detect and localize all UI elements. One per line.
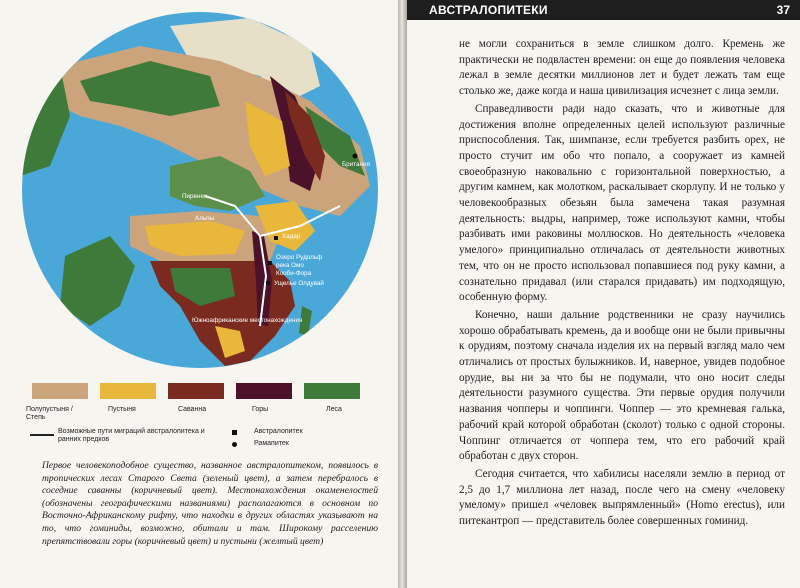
map-label-hadar: Хадар	[282, 233, 301, 240]
legend-migration-label: Возможные пути миграций австралопитека и ранних предков	[58, 428, 205, 443]
globe-map	[20, 6, 380, 374]
legend-swatch-semidesert	[32, 383, 88, 399]
legend-label-mountains: Горы	[252, 406, 269, 413]
legend-ramapith-marker	[232, 442, 237, 447]
map-label-britain: Британия	[342, 161, 370, 168]
site-marker-olduvai	[266, 281, 270, 285]
map-label-pyrenees: Пиренеи	[182, 193, 208, 200]
legend-migration-line	[30, 434, 54, 436]
map-label-rudolf: Озеро Рудольф	[276, 254, 323, 261]
book-gutter	[398, 0, 407, 588]
site-marker-hadar	[274, 236, 278, 240]
map-caption: Первое человекоподобное существо, названное австралопитеком, появилось в тропических лесах Старого Света (зеленый цвет), а затем перебралось в соседние саванны (коричневый цвет). Местонахождения окаменелостей (обозначены географическими названиями) располагаются в основном по Восточно-Африканскому рифту, что находки в других областях указывают на то, что гоминиды, возможно, обитали и там. Широкому расселению препятствовали горы (коричневый цвет) и пустыни (желтый цвет)	[42, 460, 378, 547]
legend-australopith-marker	[232, 430, 237, 435]
paragraph: Сегодня считается, что хабилисы населяли землю в период от 2,5 до 1,7 миллиона лет назад, после чего на смену «человеку умелому» пришел «человек выпрямленный» (Homo erectus), или питекантроп — представитель более совершенных гоминид.	[459, 467, 785, 528]
paragraph: не могли сохраниться в земле слишком долго. Кремень же практически не подвластен времени: он еще до появления человека лежал в земле десятки миллионов лет и будет лежать там еще столько же, даже когда и наша цивилизация исчезнет с лица земли.	[459, 38, 785, 98]
body-text	[459, 37, 785, 530]
page-number: 37	[776, 3, 790, 17]
legend-australopith-label: Австралопитек	[254, 428, 303, 435]
paragraph: Конечно, наши дальние родственники не сразу научились хорошо обрабатывать кремень, да и вообще они не были привычны к орудиям, поэтому сначала изделия их на первый взгляд мало чем отличались от простых булыжников. И, наверное, увидев подобное орудие, вы ни за что бы не подумали, что оно носит следы деятельности разумного существа. Эти первые орудия получили названия чопперы и чоппинги. Чоппер — это кремневая галька, рабочий край которой обработан (сколот) только с одной стороны. Чоппинг отличается от чоппера тем, что его рабочий край обработан с двух сторон.	[459, 308, 785, 463]
map-label-koobi-fora: Кооби-Фора	[276, 270, 312, 277]
legend-label-semidesert: Полупустыня / Степь	[26, 406, 73, 421]
site-marker-britain	[353, 154, 358, 159]
map-label-south-african: Южноафриканские местонахождения	[192, 317, 303, 324]
paragraph: Справедливости ради надо сказать, что и животные для достижения вполне определенных целей используют различные приспособления. Так, шимпанзе, если требуется разбить орех, не просто стучит им обо что попало, а сооружает из камней своеобразную наковальню с горизонтальной поверхностью, а другим камнем, как молотком, раскалывает скорлупу. И не только у человекообразных обезьян была замечена такая разумная деятельность: выдры, например, тоже используют камни, чтобы разбивать ими раковины моллюсков. Но деятельность «человека умелого» принципиально отличалась от деятельности животных тем, что он не просто использовал попавшиеся под руку камни, а сознательно придавал (или старался придавать) им подходящую, особенную форму.	[459, 102, 785, 304]
site-marker-rudolf	[268, 261, 272, 265]
left-page	[0, 0, 398, 588]
legend-label-forests: Леса	[326, 406, 342, 413]
right-page	[407, 0, 800, 588]
legend-swatch-forests	[304, 383, 360, 399]
map-label-alps: Альпы	[195, 215, 215, 222]
running-head-title: АВСТРАЛОПИТЕКИ	[429, 3, 548, 17]
map-label-olduvai: Ущелье Олдувай	[274, 280, 324, 287]
legend-label-desert: Пустыня	[108, 406, 136, 413]
running-header	[407, 0, 800, 20]
legend-swatch-mountains	[236, 383, 292, 399]
legend-label-savanna: Саванна	[178, 406, 207, 413]
legend-swatch-savanna	[168, 383, 224, 399]
map-label-omo: река Омо	[276, 262, 304, 269]
legend-ramapith-label: Рамапитек	[254, 440, 289, 447]
legend-swatch-desert	[100, 383, 156, 399]
